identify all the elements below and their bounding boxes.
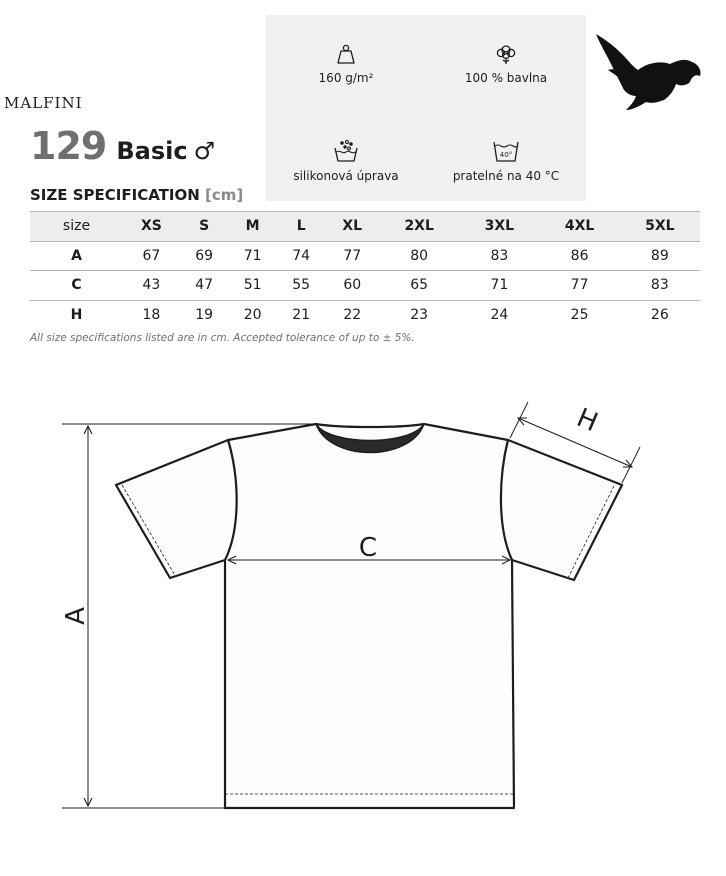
table-cell: 86 (539, 241, 619, 271)
size-header-row (30, 212, 700, 242)
row-label: A (30, 241, 123, 271)
table-cell: 18 (142, 307, 161, 323)
wash-40-icon (492, 139, 520, 163)
product-title (30, 124, 215, 168)
table-cell: 60 (325, 271, 379, 301)
table-cell: 80 (379, 241, 459, 271)
table-cell: 74 (277, 241, 326, 271)
spec-unit: [cm] (205, 186, 244, 204)
spec-title-text: SIZE SPECIFICATION (30, 186, 200, 204)
table-cell: 24 (490, 307, 509, 323)
size-header: 5XL (620, 212, 700, 242)
table-cell: 71 (228, 241, 277, 271)
row-label: C (30, 271, 123, 301)
tshirt-diagram (0, 390, 726, 830)
product-name: Basic (116, 137, 188, 165)
size-header: L (277, 212, 326, 242)
dimension-c-label: C (358, 533, 378, 563)
table-cell: 83 (620, 271, 700, 301)
table-cell: 55 (277, 271, 326, 301)
table-cell: 65 (379, 271, 459, 301)
table-cell: 89 (620, 241, 700, 271)
size-header: M (228, 212, 277, 242)
size-header-label: size (30, 212, 123, 242)
feature-wash (426, 139, 586, 183)
table-cell: 77 (539, 271, 619, 301)
table-cell: 67 (123, 241, 180, 271)
table-cell: 26 (650, 307, 669, 323)
product-code: 129 (30, 124, 107, 168)
table-cell: 21 (292, 307, 311, 323)
weight-icon (335, 43, 357, 65)
table-cell: 43 (123, 271, 180, 301)
feature-cotton-label: 100 % bavlna (464, 71, 548, 85)
size-header: XL (325, 212, 379, 242)
spec-title (30, 186, 243, 204)
features-panel (266, 15, 586, 201)
size-header: 4XL (539, 212, 619, 242)
size-header: 2XL (379, 212, 459, 242)
feature-silicone-label: silikonová úprava (293, 169, 399, 183)
tolerance-note: All size specifications listed are in cm. Accepted tolerance of up to ± 5%. (30, 332, 415, 344)
wash-temperature: 40° (499, 151, 513, 159)
dimension-a-label: A (61, 607, 91, 625)
table-cell: 71 (459, 271, 539, 301)
male-icon: ♂ (193, 137, 216, 165)
tshirt-outline (116, 424, 622, 808)
table-cell: 77 (325, 241, 379, 271)
cotton-icon (494, 43, 518, 65)
silicone-wash-icon (333, 139, 359, 163)
row-label: H (70, 307, 83, 323)
table-cell: 47 (180, 271, 229, 301)
table-row-a (30, 241, 700, 271)
table-row-h (30, 300, 700, 330)
table-cell: 83 (459, 241, 539, 271)
size-table (30, 211, 700, 330)
table-cell: 23 (410, 307, 429, 323)
feature-weight (266, 43, 426, 85)
feature-weight-label: 160 g/m² (318, 71, 374, 85)
table-cell: 69 (180, 241, 229, 271)
table-cell: 20 (243, 307, 262, 323)
dimension-h-label: H (572, 403, 602, 439)
bird-logo-icon (592, 30, 706, 114)
feature-wash-label: pratelné na 40 °C (452, 169, 560, 183)
feature-cotton (426, 43, 586, 85)
table-cell: 19 (195, 307, 214, 323)
brand-name: MALFINI (4, 94, 83, 112)
table-cell: 22 (343, 307, 362, 323)
feature-silicone (266, 139, 426, 183)
table-row-c (30, 271, 700, 301)
table-cell: 51 (228, 271, 277, 301)
size-header: 3XL (459, 212, 539, 242)
table-cell: 25 (570, 307, 589, 323)
size-header: XS (123, 212, 180, 242)
size-header: S (180, 212, 229, 242)
